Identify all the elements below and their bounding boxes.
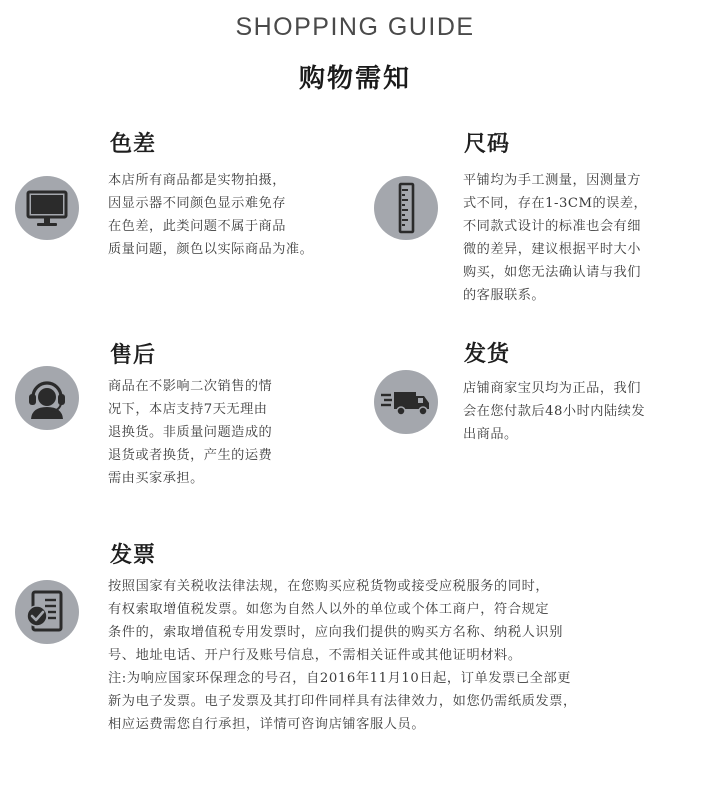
body-line: 本店所有商品都是实物拍摄， (108, 173, 286, 188)
body-line: 条件的，索取增值税专用发票时，应向我们提供的购买方名称、纳税人识别 (108, 625, 563, 640)
page-title: 购物需知 (298, 64, 411, 94)
body-line: 微的差异，建议根据平时大小 (463, 242, 641, 257)
section-title-invoice: 发票 (110, 543, 157, 568)
body-line: 出商品。 (463, 427, 518, 442)
body-line: 因显示器不同颜色显示难免存 (108, 196, 286, 211)
body-line: 有权索取增值税发票。如您为自然人以外的单位或个体工商户，符合规定 (108, 602, 550, 617)
invoice-checklist-icon (15, 580, 79, 644)
ruler-icon (374, 176, 438, 240)
body-line: 购买，如您无法确认请与我们 (463, 265, 641, 280)
page-title-english: SHOPPING GUIDE (235, 13, 475, 41)
section-body-after-sales (108, 375, 272, 490)
body-line: 不同款式设计的标准也会有细 (463, 219, 641, 234)
body-line: 在色差，此类问题不属于商品 (108, 219, 286, 234)
monitor-icon (15, 176, 79, 240)
delivery-truck-icon (374, 370, 438, 434)
body-line: 商品在不影响二次销售的情 (108, 379, 273, 394)
body-line: 会在您付款后48小时内陆续发 (463, 404, 646, 419)
body-line: 的客服联系。 (463, 288, 546, 303)
body-line: 需由买家承担。 (108, 471, 204, 486)
body-line: 新为电子发票。电子发票及其打印件同样具有法律效力，如您仍需纸质发票， (108, 694, 577, 709)
body-line: 式不同，存在1-3CM的误差， (463, 196, 648, 211)
body-line: 退换货。非质量问题造成的 (108, 425, 273, 440)
section-title-after-sales: 售后 (110, 343, 157, 368)
body-line: 注:为响应国家环保理念的号召，自2016年11月10日起，订单发票已全部更 (108, 671, 572, 686)
body-line: 况下，本店支持7天无理由 (108, 402, 268, 417)
section-body-shipping (463, 377, 645, 446)
body-line: 号、地址电话、开户行及账号信息，不需相关证件或其他证明材料。 (108, 648, 522, 663)
body-line: 按照国家有关税收法律法规，在您购买应税货物或接受应税服务的同时， (108, 579, 550, 594)
body-line: 店铺商家宝贝均为正品，我们 (463, 381, 641, 396)
section-body-color-difference (108, 169, 313, 261)
section-title-color-difference: 色差 (110, 132, 157, 157)
body-line: 平铺均为手工测量，因测量方 (463, 173, 641, 188)
section-body-size (463, 169, 647, 307)
body-line: 相应运费需您自行承担，详情可咨询店铺客服人员。 (108, 717, 426, 732)
body-line: 退货或者换货，产生的运费 (108, 448, 273, 463)
body-line: 质量问题，颜色以实际商品为准。 (108, 242, 314, 257)
section-title-shipping: 发货 (464, 342, 511, 367)
section-body-invoice (108, 575, 577, 736)
section-title-size: 尺码 (464, 132, 511, 157)
headset-agent-icon (15, 366, 79, 430)
